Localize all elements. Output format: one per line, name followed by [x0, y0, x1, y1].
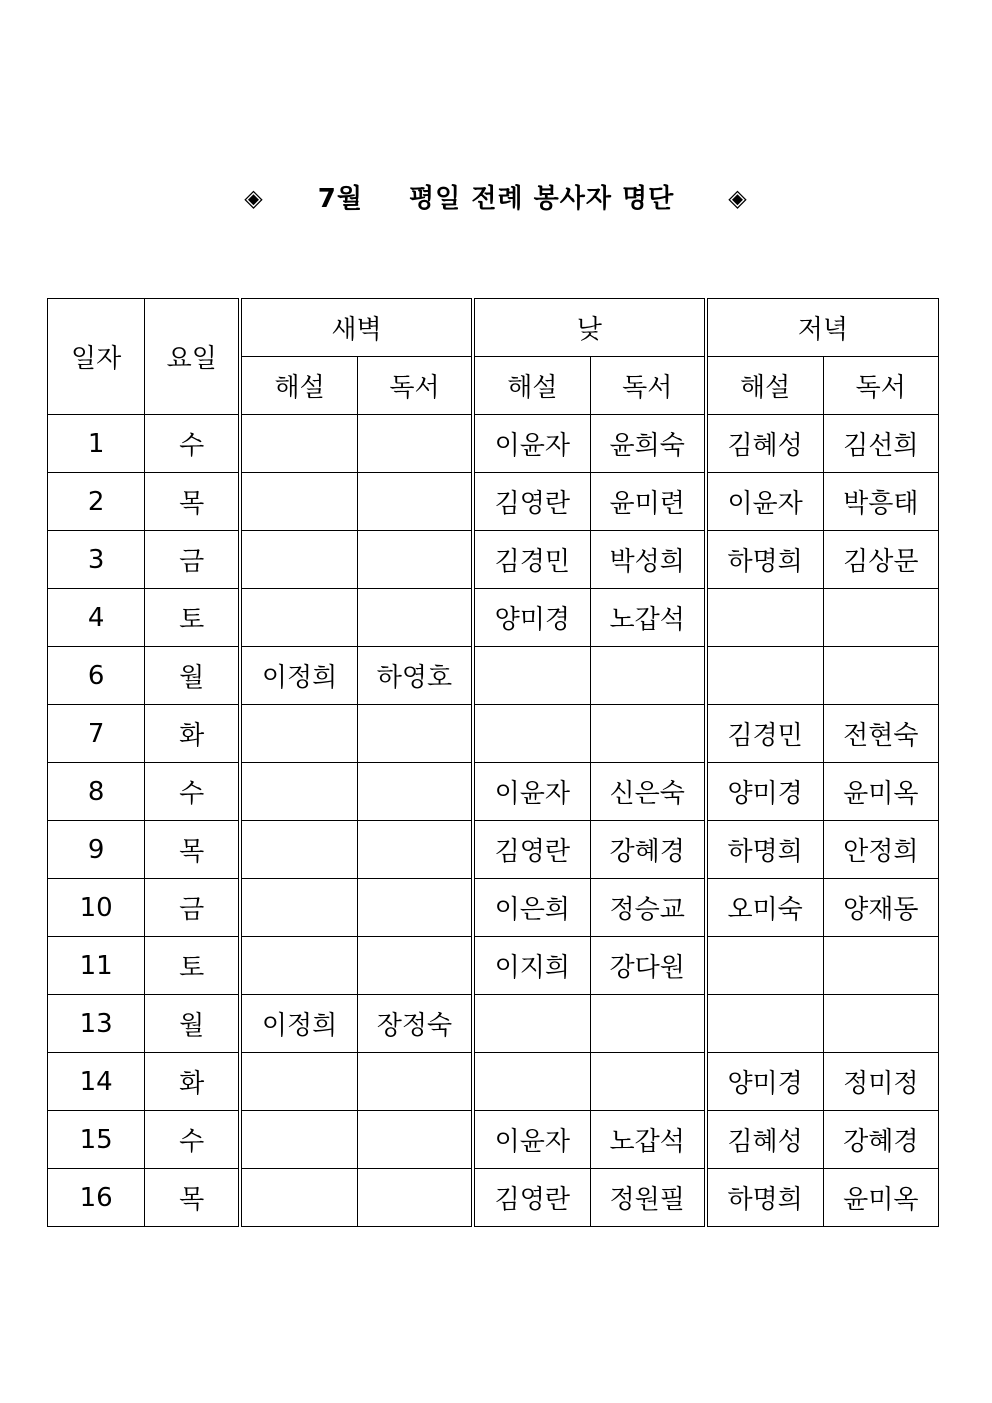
cell-day-reading	[590, 995, 705, 1053]
cell-day-commentary: 이윤자	[473, 415, 590, 473]
cell-weekday: 토	[145, 589, 240, 647]
cell-dawn-commentary	[240, 879, 357, 937]
cell-day-commentary: 김경민	[473, 531, 590, 589]
cell-day-reading: 정승교	[590, 879, 705, 937]
cell-evening-reading: 전현숙	[823, 705, 938, 763]
cell-dawn-reading	[358, 763, 473, 821]
cell-dawn-commentary	[240, 821, 357, 879]
table-row	[48, 589, 939, 647]
table-row	[48, 763, 939, 821]
cell-evening-commentary: 김혜성	[706, 415, 823, 473]
cell-dawn-reading: 장정숙	[358, 995, 473, 1053]
cell-evening-reading: 강혜경	[823, 1111, 938, 1169]
table-row	[48, 1053, 939, 1111]
cell-weekday: 수	[145, 1111, 240, 1169]
cell-dawn-reading	[358, 589, 473, 647]
cell-day-commentary: 김영란	[473, 473, 590, 531]
cell-day-commentary: 이윤자	[473, 763, 590, 821]
header-group-evening: 저녁	[706, 299, 939, 357]
cell-day-commentary: 이은희	[473, 879, 590, 937]
cell-day-commentary	[473, 705, 590, 763]
cell-weekday: 화	[145, 705, 240, 763]
cell-weekday: 월	[145, 647, 240, 705]
cell-day-reading: 노갑석	[590, 589, 705, 647]
cell-day-commentary: 김영란	[473, 1169, 590, 1227]
header-sub-dawn-commentary: 해설	[240, 357, 357, 415]
cell-dawn-commentary: 이정희	[240, 995, 357, 1053]
roster-body	[48, 415, 939, 1227]
table-row	[48, 531, 939, 589]
cell-day-commentary	[473, 1053, 590, 1111]
cell-weekday: 화	[145, 1053, 240, 1111]
cell-dawn-reading	[358, 1111, 473, 1169]
cell-day-commentary: 양미경	[473, 589, 590, 647]
cell-dawn-commentary	[240, 1169, 357, 1227]
cell-weekday: 수	[145, 415, 240, 473]
cell-dawn-commentary: 이정희	[240, 647, 357, 705]
cell-day-reading: 신은숙	[590, 763, 705, 821]
cell-evening-commentary: 오미숙	[706, 879, 823, 937]
cell-evening-reading	[823, 995, 938, 1053]
cell-date: 3	[48, 531, 145, 589]
cell-day-reading: 윤희숙	[590, 415, 705, 473]
cell-weekday: 금	[145, 531, 240, 589]
cell-day-commentary: 이윤자	[473, 1111, 590, 1169]
cell-evening-commentary	[706, 937, 823, 995]
cell-evening-reading: 양재동	[823, 879, 938, 937]
cell-evening-reading: 안정희	[823, 821, 938, 879]
table-row	[48, 705, 939, 763]
table-row	[48, 1111, 939, 1169]
cell-dawn-reading	[358, 1169, 473, 1227]
cell-evening-commentary	[706, 647, 823, 705]
cell-dawn-reading: 하영호	[358, 647, 473, 705]
cell-day-commentary	[473, 995, 590, 1053]
cell-day-reading	[590, 705, 705, 763]
header-sub-evening-commentary: 해설	[706, 357, 823, 415]
cell-day-reading: 정원필	[590, 1169, 705, 1227]
cell-date: 14	[48, 1053, 145, 1111]
cell-dawn-commentary	[240, 415, 357, 473]
cell-evening-reading: 박흥태	[823, 473, 938, 531]
cell-day-reading: 노갑석	[590, 1111, 705, 1169]
cell-evening-commentary: 하명희	[706, 821, 823, 879]
cell-evening-commentary: 김경민	[706, 705, 823, 763]
cell-dawn-commentary	[240, 763, 357, 821]
cell-dawn-commentary	[240, 589, 357, 647]
cell-day-reading: 윤미련	[590, 473, 705, 531]
cell-dawn-reading	[358, 1053, 473, 1111]
cell-weekday: 수	[145, 763, 240, 821]
cell-dawn-reading	[358, 705, 473, 763]
cell-dawn-commentary	[240, 705, 357, 763]
cell-day-reading: 강다원	[590, 937, 705, 995]
header-sub-day-reading: 독서	[590, 357, 705, 415]
cell-evening-reading: 윤미옥	[823, 763, 938, 821]
cell-date: 1	[48, 415, 145, 473]
cell-weekday: 목	[145, 821, 240, 879]
cell-dawn-commentary	[240, 1111, 357, 1169]
cell-day-commentary: 김영란	[473, 821, 590, 879]
cell-date: 7	[48, 705, 145, 763]
header-group-day: 낮	[473, 299, 706, 357]
cell-evening-reading	[823, 647, 938, 705]
title-text: 평일 전례 봉사자 명단	[409, 184, 675, 214]
cell-dawn-reading	[358, 937, 473, 995]
cell-day-commentary	[473, 647, 590, 705]
cell-evening-commentary	[706, 589, 823, 647]
cell-date: 13	[48, 995, 145, 1053]
cell-dawn-reading	[358, 879, 473, 937]
table-row	[48, 473, 939, 531]
cell-weekday: 월	[145, 995, 240, 1053]
cell-date: 2	[48, 473, 145, 531]
cell-dawn-reading	[358, 473, 473, 531]
cell-dawn-commentary	[240, 531, 357, 589]
cell-evening-reading: 윤미옥	[823, 1169, 938, 1227]
volunteer-roster-table	[47, 298, 939, 1227]
cell-evening-reading	[823, 937, 938, 995]
cell-weekday: 금	[145, 879, 240, 937]
cell-evening-commentary: 김혜성	[706, 1111, 823, 1169]
cell-dawn-reading	[358, 531, 473, 589]
cell-date: 16	[48, 1169, 145, 1227]
cell-weekday: 토	[145, 937, 240, 995]
header-sub-dawn-reading: 독서	[358, 357, 473, 415]
cell-evening-commentary: 양미경	[706, 763, 823, 821]
cell-dawn-reading	[358, 821, 473, 879]
header-group-dawn: 새벽	[240, 299, 473, 357]
header-sub-day-commentary: 해설	[473, 357, 590, 415]
cell-evening-commentary: 하명희	[706, 531, 823, 589]
cell-evening-commentary: 하명희	[706, 1169, 823, 1227]
cell-weekday: 목	[145, 1169, 240, 1227]
cell-date: 6	[48, 647, 145, 705]
table-row	[48, 995, 939, 1053]
header-sub-evening-reading: 독서	[823, 357, 938, 415]
cell-date: 10	[48, 879, 145, 937]
table-row	[48, 937, 939, 995]
cell-date: 9	[48, 821, 145, 879]
header-date: 일자	[48, 299, 145, 415]
table-row	[48, 415, 939, 473]
cell-evening-reading: 정미정	[823, 1053, 938, 1111]
cell-evening-reading	[823, 589, 938, 647]
cell-dawn-commentary	[240, 1053, 357, 1111]
table-row	[48, 879, 939, 937]
cell-date: 15	[48, 1111, 145, 1169]
cell-dawn-reading	[358, 415, 473, 473]
table-row	[48, 647, 939, 705]
cell-date: 8	[48, 763, 145, 821]
cell-evening-commentary: 이윤자	[706, 473, 823, 531]
cell-date: 4	[48, 589, 145, 647]
page-title	[0, 178, 992, 215]
cell-day-reading	[590, 1053, 705, 1111]
cell-dawn-commentary	[240, 473, 357, 531]
cell-day-commentary: 이지희	[473, 937, 590, 995]
table-row	[48, 821, 939, 879]
cell-day-reading	[590, 647, 705, 705]
cell-dawn-commentary	[240, 937, 357, 995]
cell-date: 11	[48, 937, 145, 995]
diamond-right-icon: ◈	[728, 184, 748, 212]
cell-evening-reading: 김상문	[823, 531, 938, 589]
cell-weekday: 목	[145, 473, 240, 531]
table-row	[48, 1169, 939, 1227]
diamond-left-icon: ◈	[244, 184, 264, 212]
cell-day-reading: 강혜경	[590, 821, 705, 879]
cell-day-reading: 박성희	[590, 531, 705, 589]
title-month: 7월	[317, 184, 363, 214]
cell-evening-reading: 김선희	[823, 415, 938, 473]
cell-evening-commentary	[706, 995, 823, 1053]
cell-evening-commentary: 양미경	[706, 1053, 823, 1111]
header-row-groups	[48, 299, 939, 357]
header-weekday: 요일	[145, 299, 240, 415]
